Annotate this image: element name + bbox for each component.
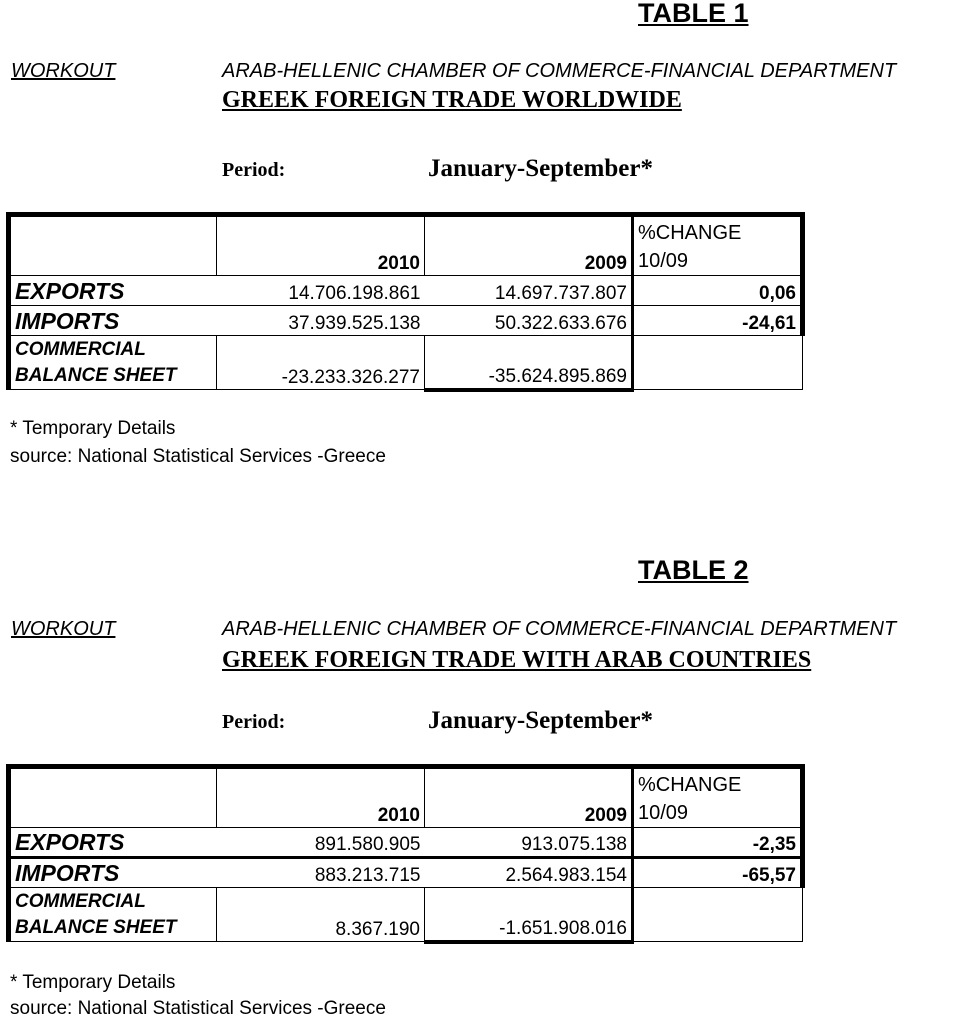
- table-2-cell-2009: 913.075.138: [425, 828, 633, 858]
- table-1-header-change: %CHANGE 10/09: [633, 215, 803, 276]
- table-row: [9, 858, 803, 888]
- table-2-period-label: Period:: [222, 711, 286, 733]
- table-1-note-source: source: National Statistical Services -Greece: [10, 446, 386, 467]
- table-2-cell-change: -2,35: [633, 828, 803, 858]
- table-2-row-label: IMPORTS: [9, 858, 217, 888]
- table-1-period-value: January-September*: [428, 155, 653, 182]
- table-1-cell-2009: -35.624.895.869: [425, 336, 633, 390]
- table-1-heading: GREEK FOREIGN TRADE WORLDWIDE: [222, 87, 682, 113]
- table-2-note-temporary: * Temporary Details: [10, 972, 176, 993]
- table-1-cell-2010: 14.706.198.861: [288, 283, 421, 304]
- table-2-row-label: [9, 888, 217, 942]
- table-1-cell-2009: 14.697.737.807: [425, 276, 633, 306]
- table-1-row-label-line1: COMMERCIAL: [15, 339, 146, 360]
- table-2-row-label: EXPORTS: [9, 828, 217, 858]
- table-1-data: [6, 212, 805, 392]
- table-1-cell-change: [633, 336, 803, 390]
- table-1-row-label: [9, 336, 217, 390]
- table-1-header-2010: 2010: [217, 215, 425, 276]
- table-row: [9, 336, 803, 390]
- table-2-header-empty: [9, 767, 217, 828]
- table-1-title: TABLE 1: [638, 0, 749, 28]
- table-2-cell-2010: 891.580.905: [314, 834, 421, 855]
- table-2-workout-label: WORKOUT: [11, 618, 116, 640]
- table-1-note-temporary: * Temporary Details: [10, 418, 176, 439]
- table-2-row-label-line1: COMMERCIAL: [15, 891, 146, 912]
- table-2-cell-2009: 2.564.983.154: [425, 858, 633, 888]
- table-2-title: TABLE 2: [638, 555, 749, 585]
- table-2-period-value: January-September*: [428, 707, 653, 734]
- table-1-row-label: IMPORTS: [9, 306, 217, 336]
- table-1-header-empty: [9, 215, 217, 276]
- table-2-cell-change: -65,57: [633, 858, 803, 888]
- table-2-cell-2010: 8.367.190: [217, 888, 425, 942]
- table-1-period-label: Period:: [222, 159, 286, 181]
- table-1-cell-2009: 50.322.633.676: [425, 306, 633, 336]
- table-1-cell-2010: 37.939.525.138: [288, 313, 421, 334]
- table-row: [9, 276, 803, 306]
- table-2-cell-2009: -1.651.908.016: [425, 888, 633, 942]
- table-row: [9, 888, 803, 942]
- table-1-chamber-name: ARAB-HELLENIC CHAMBER OF COMMERCE-FINANCIAL DEPARTMENT: [222, 60, 897, 82]
- table-1-row-label: EXPORTS: [9, 276, 217, 306]
- table-2-cell-change: [633, 888, 803, 942]
- table-2-header-change: %CHANGE 10/09: [633, 767, 803, 828]
- table-1-cell-change: -24,61: [633, 306, 803, 336]
- table-2-header-2010: 2010: [217, 767, 425, 828]
- table-row: [9, 828, 803, 858]
- table-1-cell-change: 0,06: [633, 276, 803, 306]
- table-1-cell-2010: -23.233.326.277: [217, 336, 425, 390]
- table-1-workout-label: WORKOUT: [11, 60, 116, 82]
- table-1-header-2009: 2009: [425, 215, 633, 276]
- table-row: [9, 306, 803, 336]
- table-1-row-label-line2: BALANCE SHEET: [15, 365, 177, 386]
- table-2-chamber-name: ARAB-HELLENIC CHAMBER OF COMMERCE-FINANCIAL DEPARTMENT: [222, 618, 897, 640]
- table-2-data: [6, 764, 805, 944]
- table-2-note-source: source: National Statistical Services -Greece: [10, 998, 386, 1019]
- table-2-row-label-line2: BALANCE SHEET: [15, 917, 177, 938]
- table-2-heading: GREEK FOREIGN TRADE WITH ARAB COUNTRIES: [222, 647, 812, 673]
- table-2-cell-2010: 883.213.715: [314, 865, 421, 886]
- table-2-header-2009: 2009: [425, 767, 633, 828]
